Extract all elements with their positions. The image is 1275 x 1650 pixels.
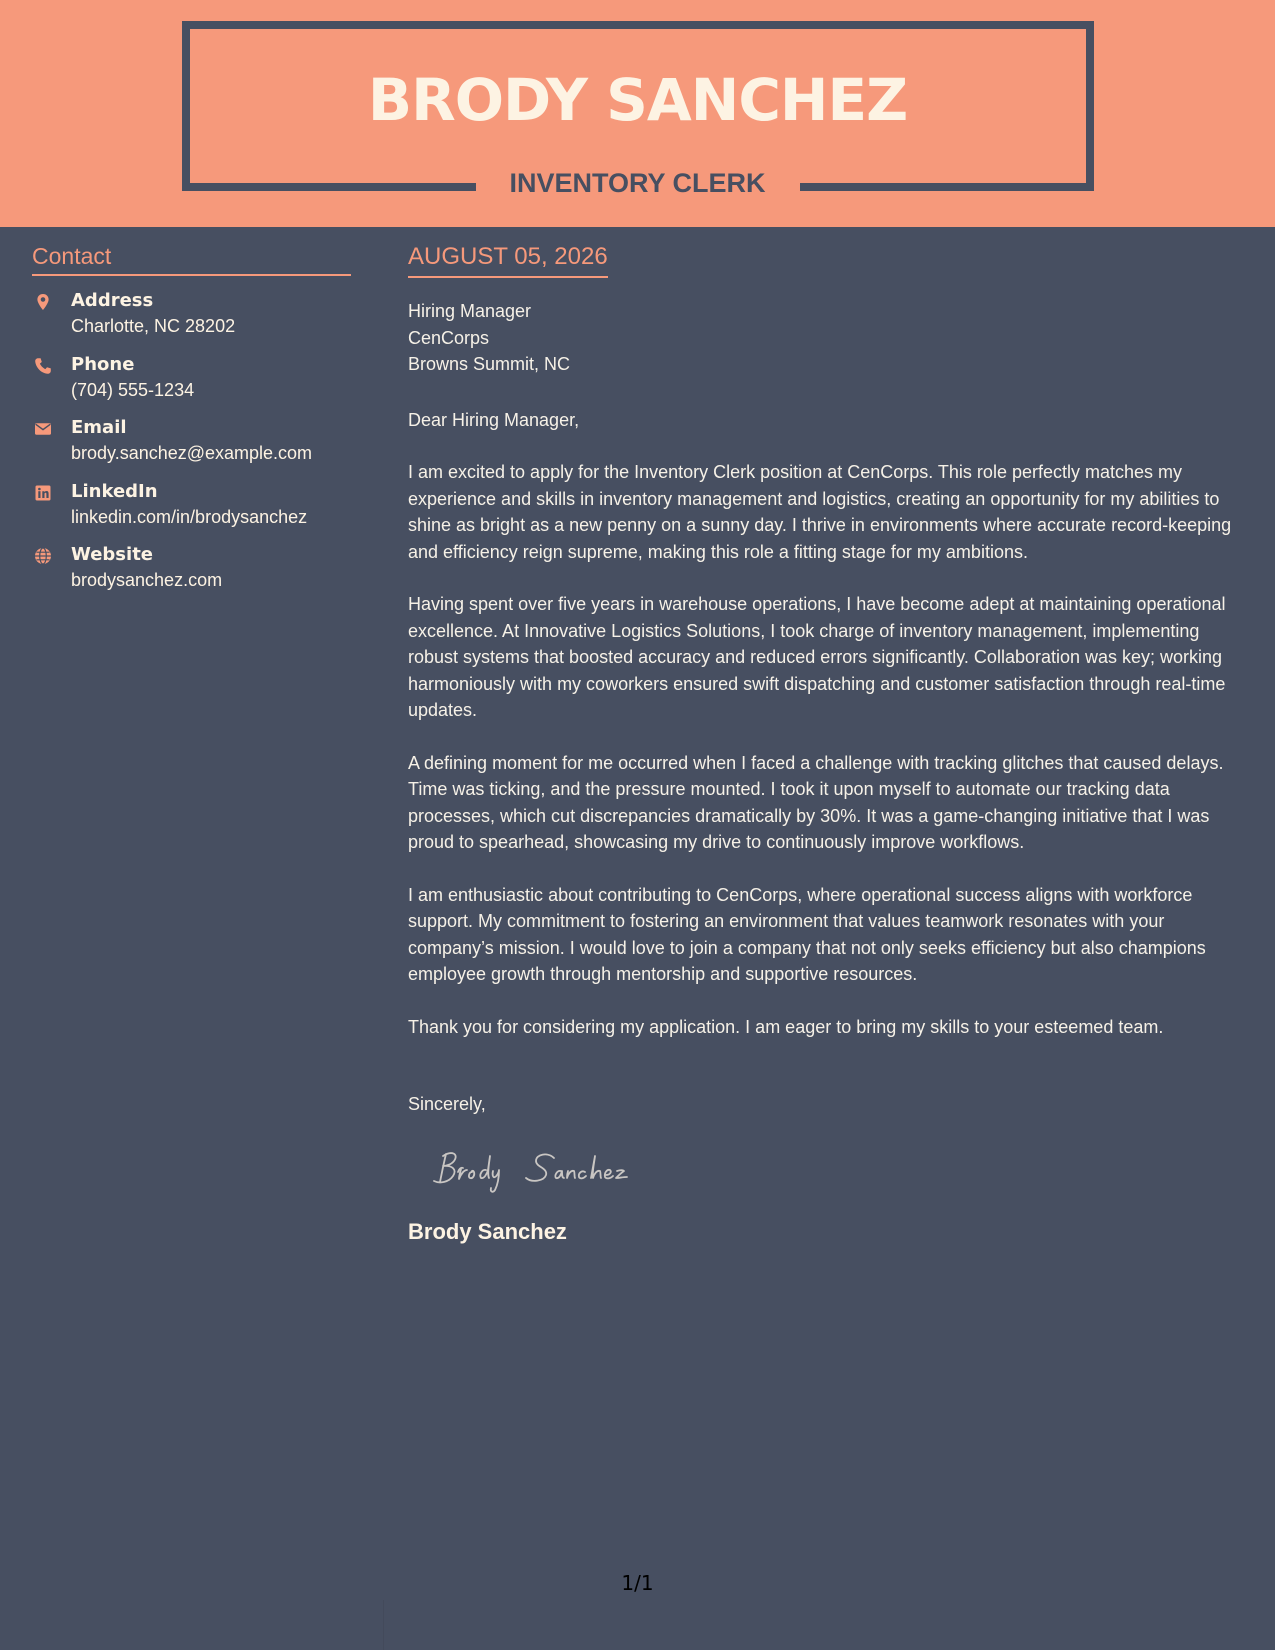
contact-label: Email — [71, 417, 127, 438]
signer-name: Brody Sanchez — [408, 1218, 567, 1244]
recipient-company: CenCorps — [408, 327, 490, 348]
page-number: 1/1 — [621, 1571, 654, 1595]
contact-heading: Contact — [32, 242, 351, 276]
contact-value: brody.sanchez@example.com — [71, 443, 313, 463]
contact-email — [32, 416, 351, 480]
letter-paragraph: I am excited to apply for the Inventory Clerk position at CenCorps. This role perfectly matches my experience and skills in inventory management and logistics, creating an opportunity for my abilities to shine as bright as a new penny on a sunny day. I thrive in environments where accurate record-keeping and efficiency reign supreme, making this role a fitting stage for my ambitions. — [408, 462, 1232, 562]
closing: Sincerely, — [408, 1094, 486, 1114]
contact-label: Website — [71, 544, 154, 565]
letter-body — [408, 242, 1254, 1246]
letter-paragraph: I am enthusiastic about contributing to CenCorps, where operational success aligns with workforce support. My commitment to fostering an environment that values teamwork resonates with your company’s mission. I would love to join a company that not only seeks efficiency but also champions employee growth through mentorship and supportive resources. — [408, 884, 1206, 984]
contact-value: (704) 555-1234 — [71, 379, 195, 400]
handwritten-signature — [426, 1148, 1254, 1196]
recipient-location: Browns Summit, NC — [408, 354, 571, 374]
contact-list — [32, 289, 351, 607]
recipient-name: Hiring Manager — [408, 301, 532, 321]
contact-address — [32, 289, 351, 353]
salutation: Dear Hiring Manager, — [408, 409, 580, 430]
recipient-block — [408, 298, 1254, 378]
contact-label: Phone — [71, 353, 135, 375]
envelope-icon — [34, 420, 52, 438]
phone-icon — [34, 357, 52, 375]
map-pin-icon — [34, 293, 52, 311]
contact-label: Address — [71, 290, 154, 311]
contact-label: LinkedIn — [71, 480, 158, 502]
applicant-name: BRODY SANCHEZ — [367, 66, 908, 134]
contact-value: linkedin.com/in/brodysanchez — [71, 506, 308, 527]
globe-icon — [34, 547, 52, 565]
letter-paragraph: Having spent over five years in warehouse operations, I have become adept at maintaining operational excellence. At Innovative Logistics Solutions, I took charge of inventory management, implementing robust systems that boosted accuracy and reduced errors significantly. Collaboration was key; working harmoniously with my coworkers ensured swift dispatching and customer satisfaction through real-time updates. — [408, 594, 1226, 720]
contact-website — [32, 543, 351, 607]
contact-phone — [32, 353, 351, 417]
linkedin-icon — [34, 484, 52, 502]
letter-paragraph: Thank you for considering my application. I am eager to bring my skills to your esteemed team. — [408, 1016, 1164, 1037]
contact-value: brodysanchez.com — [71, 570, 223, 590]
date-block — [408, 242, 608, 278]
letter-date: AUGUST 05, 2026 — [408, 243, 608, 270]
signature-image — [426, 1148, 666, 1196]
contact-linkedin — [32, 480, 351, 544]
header-banner — [0, 0, 1275, 227]
job-title: INVENTORY CLERK — [509, 168, 766, 198]
letter-paragraph: A defining moment for me occurred when I faced a challenge with tracking glitches that caused delays. Time was ticking, and the pressure mounted. I took it upon myself to automate our tracking data processes, which cut discrepancies dramatically by 30%. It was a game-changing initiative that I was proud to spearhead, showcasing my drive to continuously improve workflows. — [408, 752, 1224, 852]
column-divider — [383, 1600, 384, 1650]
contact-value: Charlotte, NC 28202 — [71, 316, 236, 336]
contact-sidebar — [32, 242, 351, 607]
